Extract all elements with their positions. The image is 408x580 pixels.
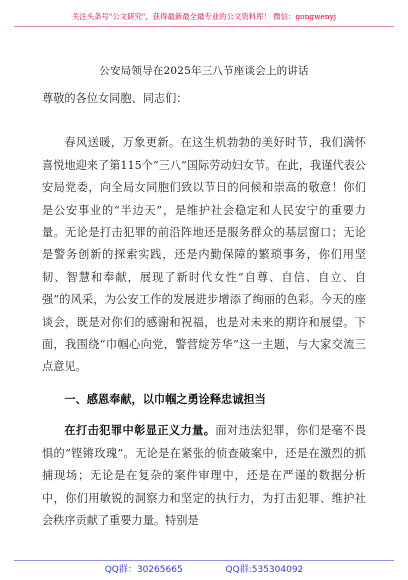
intro-paragraph: 春风送暖，万象更新。在这生机勃勃的美好时节，我们满怀喜悦地迎来了第115个“三八”国际劳动妇女节。在此，我谨代表公安局党委，向全局女同胞们致以节日的问候和崇高的敬意！你们是公安事业的“半边天”，是维护社会稳定和人民安宁的重要力量。无论是打击犯罪的前沿阵地还是服务群众的基层窗口；无论是警务创新的探索实践，还是内勤保障的繁琐事务，你们用坚韧、智慧和奉献，展现了新时代女性“自尊、自信、自立、自强”的风采，为公安工作的发展进步增添了绚丽的色彩。今天的座谈会，既是对你们的感谢和祝福，也是对未来的期许和展望。下面，我围绕“巾帼心向党，警营绽芳华”这一主题，与大家交流三点意见。 — [42, 136, 366, 374]
document-title: 公安局领导在2025年三八节座谈会上的讲话 — [99, 65, 309, 77]
document-body — [42, 88, 366, 532]
section-1-lead: 在打击犯罪中彰显正义力量。 — [64, 423, 216, 438]
greeting: 尊敬的各位女同胞、同志们： — [42, 92, 188, 105]
page-footer — [0, 565, 408, 576]
footer-divider — [14, 560, 394, 561]
footer-qq-group-1: QQ群：30265665 — [104, 565, 183, 575]
section-1-paragraph — [42, 419, 366, 532]
section-1-text: 面对违法犯罪，你们是毫不畏惧的“铿锵玫瑰”。无论是在紧张的侦查破案中，还是在激烈的抓捕现场；无论是在复杂的案件审理中，还是在严谨的数据分析中，你们用敏锐的洞察力和坚定的执行力，为打击犯罪、维护社会秩序贡献了重要力量。特别是 — [42, 424, 366, 527]
footer-qq-group-2: QQ群:535304092 — [225, 565, 304, 575]
section-heading-1: 一、感恩奉献，以巾帼之勇诠释忠诚担当 — [64, 391, 266, 406]
header-ad-text: 关注头条号"公文研究"，获得最新最全最专业的公文资料库！ 微信：gongwenyj — [71, 12, 337, 21]
header-divider — [14, 26, 394, 27]
